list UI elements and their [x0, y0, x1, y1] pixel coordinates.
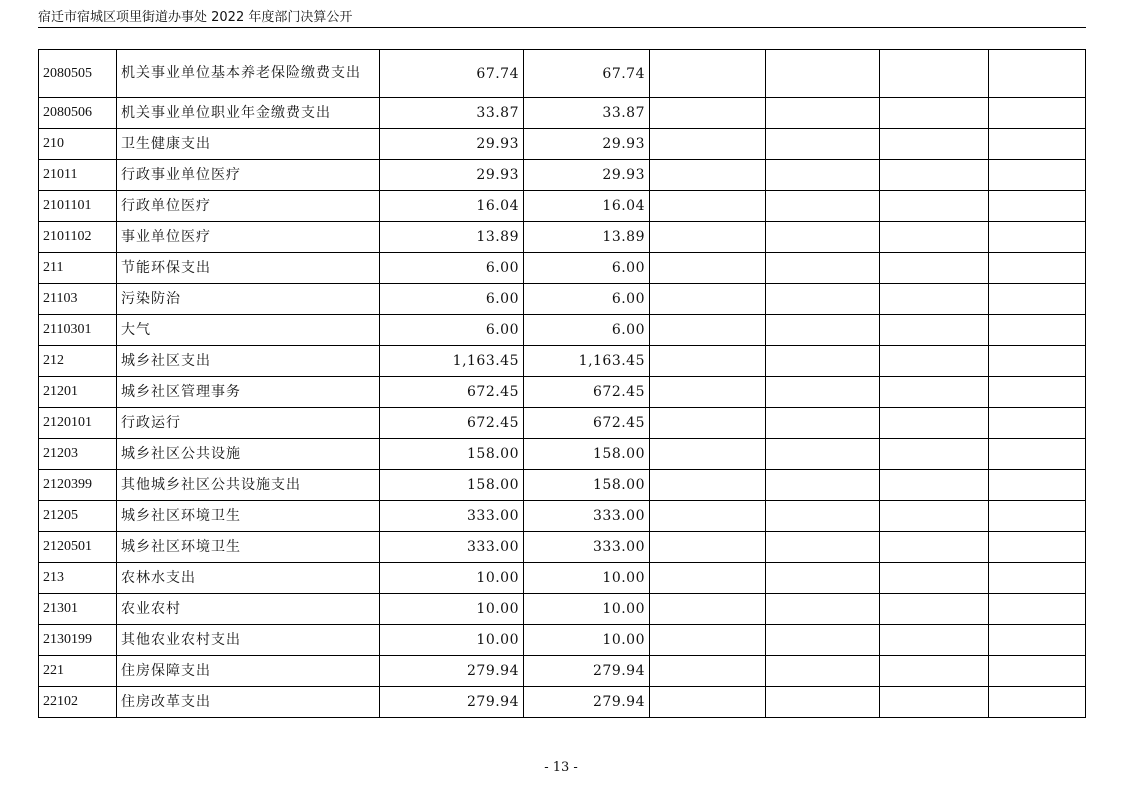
row-empty-cell — [766, 625, 880, 656]
row-empty-cell — [650, 377, 766, 408]
row-code-cell: 21011 — [39, 160, 117, 191]
row-name-cell: 机关事业单位职业年金缴费支出 — [117, 98, 380, 129]
table-row — [39, 160, 1086, 191]
table-row — [39, 501, 1086, 532]
table-row — [39, 594, 1086, 625]
row-empty-cell — [650, 563, 766, 594]
row-empty-cell — [766, 284, 880, 315]
row-empty-cell — [766, 129, 880, 160]
row-empty-cell — [650, 253, 766, 284]
row-name-cell: 农林水支出 — [117, 563, 380, 594]
row-amount-cell: 279.94 — [524, 687, 650, 718]
row-amount-cell: 67.74 — [380, 50, 524, 98]
row-empty-cell — [989, 377, 1086, 408]
row-name-cell: 事业单位医疗 — [117, 222, 380, 253]
row-name-cell: 行政单位医疗 — [117, 191, 380, 222]
row-amount-cell: 10.00 — [524, 594, 650, 625]
row-amount-cell: 158.00 — [380, 439, 524, 470]
row-empty-cell — [880, 315, 989, 346]
row-empty-cell — [766, 222, 880, 253]
row-empty-cell — [650, 346, 766, 377]
table-row — [39, 129, 1086, 160]
table-row — [39, 656, 1086, 687]
row-empty-cell — [880, 50, 989, 98]
row-amount-cell: 1,163.45 — [524, 346, 650, 377]
row-amount-cell: 333.00 — [524, 501, 650, 532]
row-empty-cell — [880, 129, 989, 160]
row-empty-cell — [989, 222, 1086, 253]
row-empty-cell — [650, 532, 766, 563]
table-row — [39, 222, 1086, 253]
row-empty-cell — [650, 501, 766, 532]
row-empty-cell — [880, 98, 989, 129]
row-name-cell: 城乡社区公共设施 — [117, 439, 380, 470]
row-empty-cell — [650, 470, 766, 501]
row-code-cell: 2101102 — [39, 222, 117, 253]
row-name-cell: 大气 — [117, 315, 380, 346]
row-amount-cell: 333.00 — [380, 532, 524, 563]
row-code-cell: 213 — [39, 563, 117, 594]
row-code-cell: 21103 — [39, 284, 117, 315]
row-empty-cell — [880, 408, 989, 439]
row-empty-cell — [880, 253, 989, 284]
row-empty-cell — [989, 470, 1086, 501]
row-empty-cell — [989, 563, 1086, 594]
row-amount-cell: 6.00 — [524, 253, 650, 284]
row-name-cell: 其他农业农村支出 — [117, 625, 380, 656]
table-row — [39, 346, 1086, 377]
row-empty-cell — [989, 191, 1086, 222]
table-row — [39, 470, 1086, 501]
row-empty-cell — [766, 687, 880, 718]
row-empty-cell — [989, 315, 1086, 346]
row-amount-cell: 6.00 — [380, 253, 524, 284]
row-name-cell: 其他城乡社区公共设施支出 — [117, 470, 380, 501]
table-row — [39, 439, 1086, 470]
row-code-cell: 21301 — [39, 594, 117, 625]
row-amount-cell: 672.45 — [524, 377, 650, 408]
row-amount-cell: 279.94 — [380, 656, 524, 687]
row-empty-cell — [880, 625, 989, 656]
row-amount-cell: 10.00 — [524, 563, 650, 594]
row-name-cell: 机关事业单位基本养老保险缴费支出 — [117, 50, 380, 98]
row-empty-cell — [989, 408, 1086, 439]
row-name-cell: 住房改革支出 — [117, 687, 380, 718]
row-name-cell: 城乡社区支出 — [117, 346, 380, 377]
row-amount-cell: 29.93 — [380, 160, 524, 191]
row-empty-cell — [989, 129, 1086, 160]
row-empty-cell — [989, 50, 1086, 98]
table-row — [39, 315, 1086, 346]
row-amount-cell: 29.93 — [524, 160, 650, 191]
row-amount-cell: 672.45 — [380, 408, 524, 439]
row-amount-cell: 16.04 — [380, 191, 524, 222]
row-empty-cell — [989, 253, 1086, 284]
row-empty-cell — [766, 501, 880, 532]
row-empty-cell — [880, 346, 989, 377]
row-empty-cell — [650, 625, 766, 656]
row-empty-cell — [766, 346, 880, 377]
row-empty-cell — [880, 501, 989, 532]
budget-table-body — [39, 50, 1086, 718]
row-amount-cell: 672.45 — [524, 408, 650, 439]
row-amount-cell: 29.93 — [380, 129, 524, 160]
row-amount-cell: 10.00 — [524, 625, 650, 656]
row-code-cell: 210 — [39, 129, 117, 160]
row-empty-cell — [766, 408, 880, 439]
budget-table — [38, 49, 1086, 718]
row-empty-cell — [880, 563, 989, 594]
row-empty-cell — [650, 439, 766, 470]
row-amount-cell: 158.00 — [380, 470, 524, 501]
row-empty-cell — [766, 532, 880, 563]
row-name-cell: 城乡社区环境卫生 — [117, 501, 380, 532]
row-code-cell: 212 — [39, 346, 117, 377]
row-amount-cell: 33.87 — [380, 98, 524, 129]
table-row — [39, 50, 1086, 98]
row-empty-cell — [989, 98, 1086, 129]
row-code-cell: 2080506 — [39, 98, 117, 129]
table-row — [39, 532, 1086, 563]
row-empty-cell — [989, 160, 1086, 191]
row-amount-cell: 33.87 — [524, 98, 650, 129]
row-code-cell: 2080505 — [39, 50, 117, 98]
row-code-cell: 21203 — [39, 439, 117, 470]
row-name-cell: 城乡社区环境卫生 — [117, 532, 380, 563]
row-empty-cell — [650, 408, 766, 439]
row-code-cell: 2120399 — [39, 470, 117, 501]
row-empty-cell — [766, 656, 880, 687]
row-name-cell: 节能环保支出 — [117, 253, 380, 284]
header-divider — [38, 27, 1086, 28]
row-code-cell: 22102 — [39, 687, 117, 718]
row-amount-cell: 158.00 — [524, 439, 650, 470]
row-empty-cell — [989, 284, 1086, 315]
row-name-cell: 行政事业单位医疗 — [117, 160, 380, 191]
table-row — [39, 687, 1086, 718]
row-empty-cell — [650, 98, 766, 129]
row-empty-cell — [650, 160, 766, 191]
row-empty-cell — [766, 191, 880, 222]
row-empty-cell — [650, 222, 766, 253]
row-amount-cell: 16.04 — [524, 191, 650, 222]
row-empty-cell — [880, 470, 989, 501]
row-code-cell: 21205 — [39, 501, 117, 532]
row-empty-cell — [989, 687, 1086, 718]
row-amount-cell: 6.00 — [380, 315, 524, 346]
row-empty-cell — [650, 656, 766, 687]
row-empty-cell — [989, 625, 1086, 656]
row-code-cell: 2110301 — [39, 315, 117, 346]
row-amount-cell: 279.94 — [524, 656, 650, 687]
row-empty-cell — [766, 439, 880, 470]
row-empty-cell — [880, 191, 989, 222]
row-empty-cell — [989, 594, 1086, 625]
row-name-cell: 城乡社区管理事务 — [117, 377, 380, 408]
row-code-cell: 21201 — [39, 377, 117, 408]
row-code-cell: 221 — [39, 656, 117, 687]
row-empty-cell — [650, 129, 766, 160]
row-name-cell: 污染防治 — [117, 284, 380, 315]
row-empty-cell — [989, 501, 1086, 532]
row-empty-cell — [989, 439, 1086, 470]
row-empty-cell — [989, 532, 1086, 563]
table-row — [39, 191, 1086, 222]
row-amount-cell: 13.89 — [380, 222, 524, 253]
row-amount-cell: 67.74 — [524, 50, 650, 98]
row-name-cell: 卫生健康支出 — [117, 129, 380, 160]
row-amount-cell: 10.00 — [380, 625, 524, 656]
row-empty-cell — [766, 315, 880, 346]
table-row — [39, 563, 1086, 594]
row-amount-cell: 6.00 — [524, 315, 650, 346]
row-amount-cell: 29.93 — [524, 129, 650, 160]
row-empty-cell — [880, 532, 989, 563]
row-amount-cell: 672.45 — [380, 377, 524, 408]
row-empty-cell — [766, 98, 880, 129]
row-empty-cell — [766, 253, 880, 284]
row-empty-cell — [766, 470, 880, 501]
row-code-cell: 2101101 — [39, 191, 117, 222]
row-amount-cell: 1,163.45 — [380, 346, 524, 377]
row-amount-cell: 158.00 — [524, 470, 650, 501]
row-empty-cell — [880, 656, 989, 687]
table-row — [39, 98, 1086, 129]
row-empty-cell — [989, 656, 1086, 687]
document-header-title: 宿迁市宿城区项里街道办事处 2022 年度部门决算公开 — [38, 10, 353, 25]
table-row — [39, 625, 1086, 656]
row-empty-cell — [880, 160, 989, 191]
row-empty-cell — [880, 284, 989, 315]
row-amount-cell: 333.00 — [524, 532, 650, 563]
page-number: - 13 - — [544, 760, 578, 775]
row-empty-cell — [650, 191, 766, 222]
row-code-cell: 2130199 — [39, 625, 117, 656]
row-empty-cell — [880, 439, 989, 470]
row-name-cell: 农业农村 — [117, 594, 380, 625]
row-empty-cell — [880, 222, 989, 253]
row-empty-cell — [650, 284, 766, 315]
row-amount-cell: 13.89 — [524, 222, 650, 253]
row-amount-cell: 10.00 — [380, 594, 524, 625]
row-empty-cell — [766, 50, 880, 98]
row-amount-cell: 333.00 — [380, 501, 524, 532]
row-name-cell: 住房保障支出 — [117, 656, 380, 687]
row-empty-cell — [880, 687, 989, 718]
row-code-cell: 2120501 — [39, 532, 117, 563]
row-name-cell: 行政运行 — [117, 408, 380, 439]
row-empty-cell — [766, 594, 880, 625]
row-empty-cell — [766, 160, 880, 191]
row-empty-cell — [650, 315, 766, 346]
table-row — [39, 408, 1086, 439]
row-empty-cell — [989, 346, 1086, 377]
row-empty-cell — [880, 594, 989, 625]
row-code-cell: 211 — [39, 253, 117, 284]
row-empty-cell — [650, 687, 766, 718]
row-amount-cell: 10.00 — [380, 563, 524, 594]
row-empty-cell — [650, 50, 766, 98]
row-empty-cell — [766, 563, 880, 594]
table-row — [39, 377, 1086, 408]
row-empty-cell — [880, 377, 989, 408]
row-amount-cell: 6.00 — [524, 284, 650, 315]
table-row — [39, 253, 1086, 284]
table-row — [39, 284, 1086, 315]
row-empty-cell — [766, 377, 880, 408]
row-empty-cell — [650, 594, 766, 625]
row-code-cell: 2120101 — [39, 408, 117, 439]
row-amount-cell: 6.00 — [380, 284, 524, 315]
row-amount-cell: 279.94 — [380, 687, 524, 718]
